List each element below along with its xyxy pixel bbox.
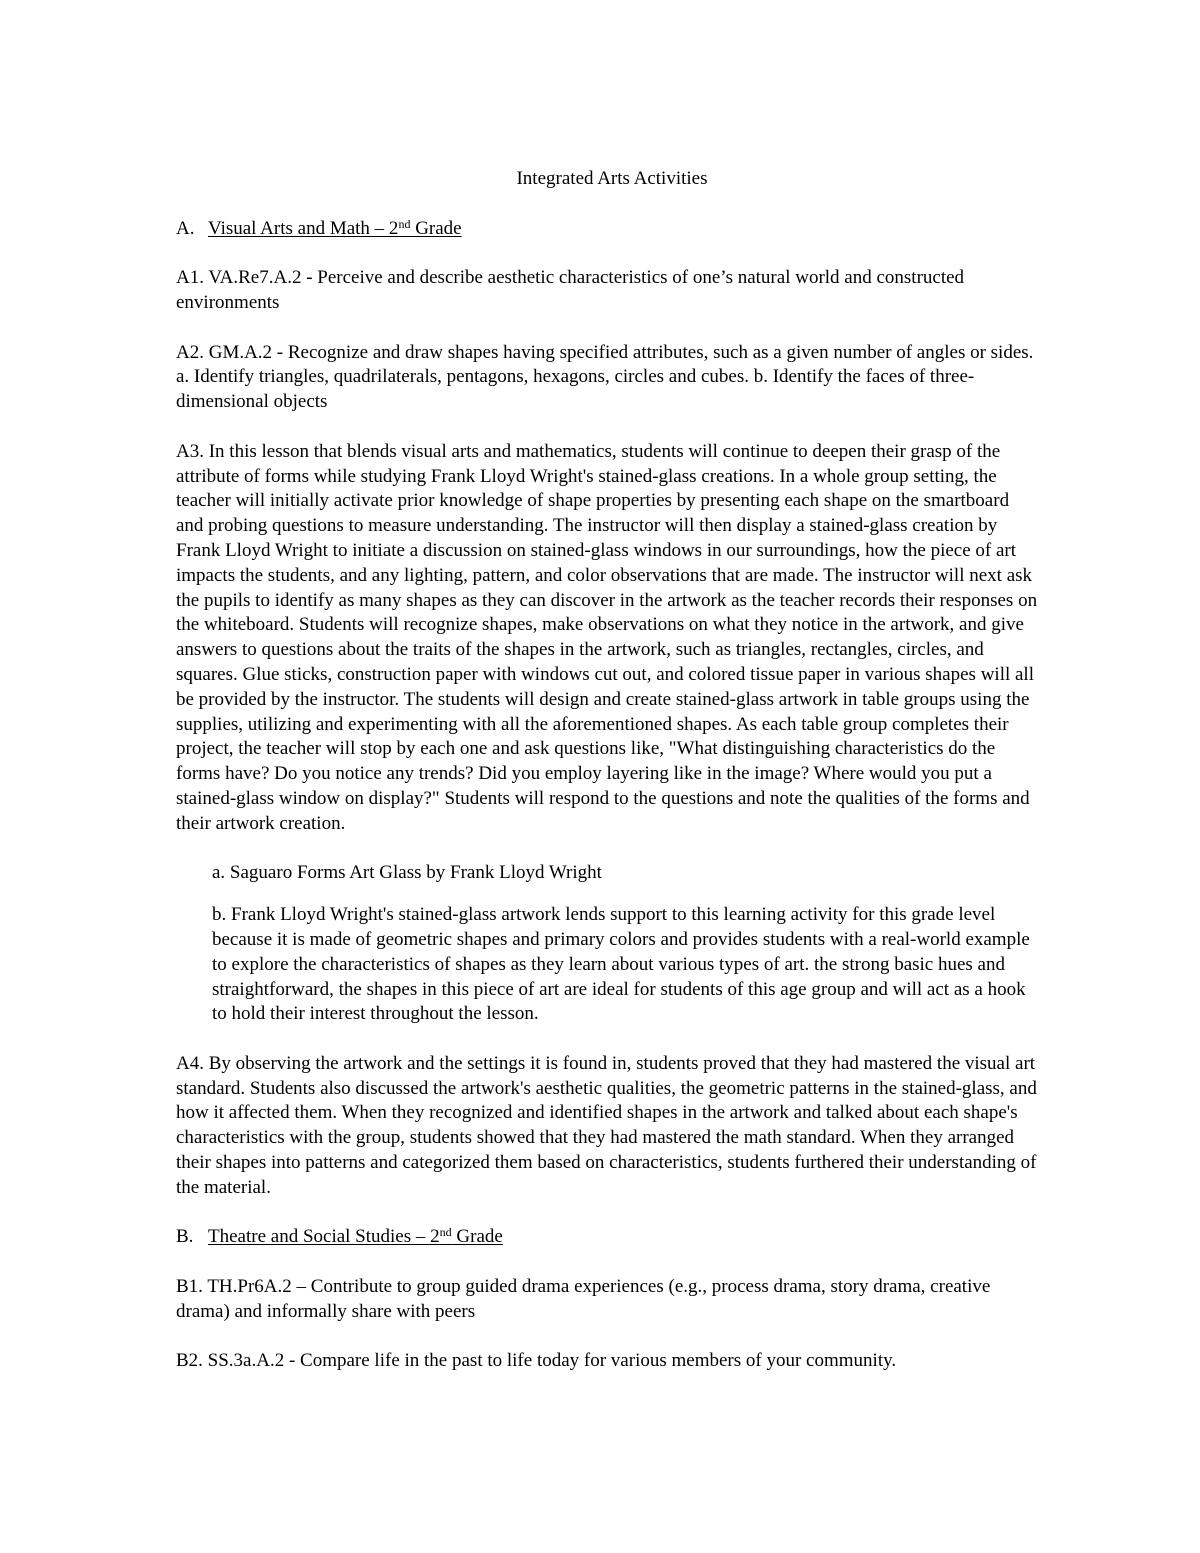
paragraph-a2: A2. GM.A.2 - Recognize and draw shapes having specified attributes, such as a given number of angles or sides. a. Identify triangles, quadrilaterals, pentagons, hexagons, circles and cubes. b. Identify the faces of three-dimensional objects [176, 341, 1034, 413]
document-title: Integrated Arts Activities [516, 168, 708, 189]
section-a-title [208, 218, 462, 239]
section-a-title-prefix: Visual Arts and Math – 2 [208, 217, 399, 239]
document-body [176, 167, 1040, 1399]
section-a-letter: A. [176, 217, 195, 239]
section-b-title-prefix: Theatre and Social Studies – 2 [208, 1226, 440, 1248]
paragraph-a3-item-a: a. Saguaro Forms Art Glass by Frank Lloyd Wright [212, 862, 602, 884]
paragraph-a1: A1. VA.Re7.A.2 - Perceive and describe aesthetic characteristics of one’s natural world and constructed environments [176, 267, 965, 313]
section-b-title-ordinal: nd [439, 1225, 452, 1240]
section-a-title-suffix: Grade [410, 217, 462, 239]
section-b-letter: B. [176, 1226, 194, 1248]
section-a-title-ordinal: nd [398, 216, 411, 231]
paragraph-b2: B2. SS.3a.A.2 - Compare life in the past to life today for various members of your community. [176, 1350, 897, 1372]
section-a-heading [176, 217, 1040, 242]
paragraph-a3: A3. In this lesson that blends visual arts and mathematics, students will continue to deepen their grasp of the attribute of forms while studying Frank Lloyd Wright's stained-glass creations. In a whole group setting, the teacher will initially activate prior knowledge of shape properties by presenting each shape on the smartboard and probing questions to measure understanding. The instructor will then display a stained-glass creation by Frank Lloyd Wright to initiate a discussion on stained-glass windows in our surroundings, how the piece of art impacts the students, and any lighting, pattern, and color observations that are made. The instructor will next ask the pupils to identify as many shapes as they can discover in the artwork as the teacher records their responses on the whiteboard. Students will recognize shapes, make observations on what they notice in the artwork, and give answers to questions about the traits of the shapes in the artwork, such as triangles, rectangles, circles, and squares. Glue sticks, construction paper with windows cut out, and colored tissue paper in various shapes will all be provided by the instructor. The students will design and create stained-glass artwork in table groups using the supplies, utilizing and experimenting with all the aforementioned shapes. As each table group completes their project, the teacher will stop by each one and ask questions like, "What distinguishing characteristics do the forms have? Do you notice any trends? Did you employ layering like in the image? Where would you put a stained-glass window on display?" Students will respond to the questions and note the qualities of the forms and their artwork creation. [176, 440, 1038, 834]
section-b-title-suffix: Grade [451, 1226, 503, 1248]
paragraph-a4: A4. By observing the artwork and the settings it is found in, students proved that they had mastered the visual art standard. Students also discussed the artwork's aesthetic qualities, the geometric patterns in the stained-glass, and how it affected them. When they recognized and identified shapes in the artwork and talked about each shape's characteristics with the group, students showed that they had mastered the math standard. When they arranged their shapes into patterns and categorized them based on characteristics, students furthered their understanding of the material. [176, 1052, 1037, 1198]
section-b-title [208, 1226, 503, 1247]
section-b-heading [176, 1225, 1040, 1250]
paragraph-b1: B1. TH.Pr6A.2 – Contribute to group guided drama experiences (e.g., process drama, story drama, creative drama) and informally share with peers [176, 1276, 991, 1322]
paragraph-a3-item-b: b. Frank Lloyd Wright's stained-glass artwork lends support to this learning activity for this grade level because it is made of geometric shapes and primary colors and provides students with a real-world example to explore the characteristics of shapes as they learn about various types of art. the strong basic hues and straightforward, the shapes in this piece of art are ideal for students of this age group and will act as a hook to hold their interest throughout the lesson. [212, 904, 1030, 1025]
